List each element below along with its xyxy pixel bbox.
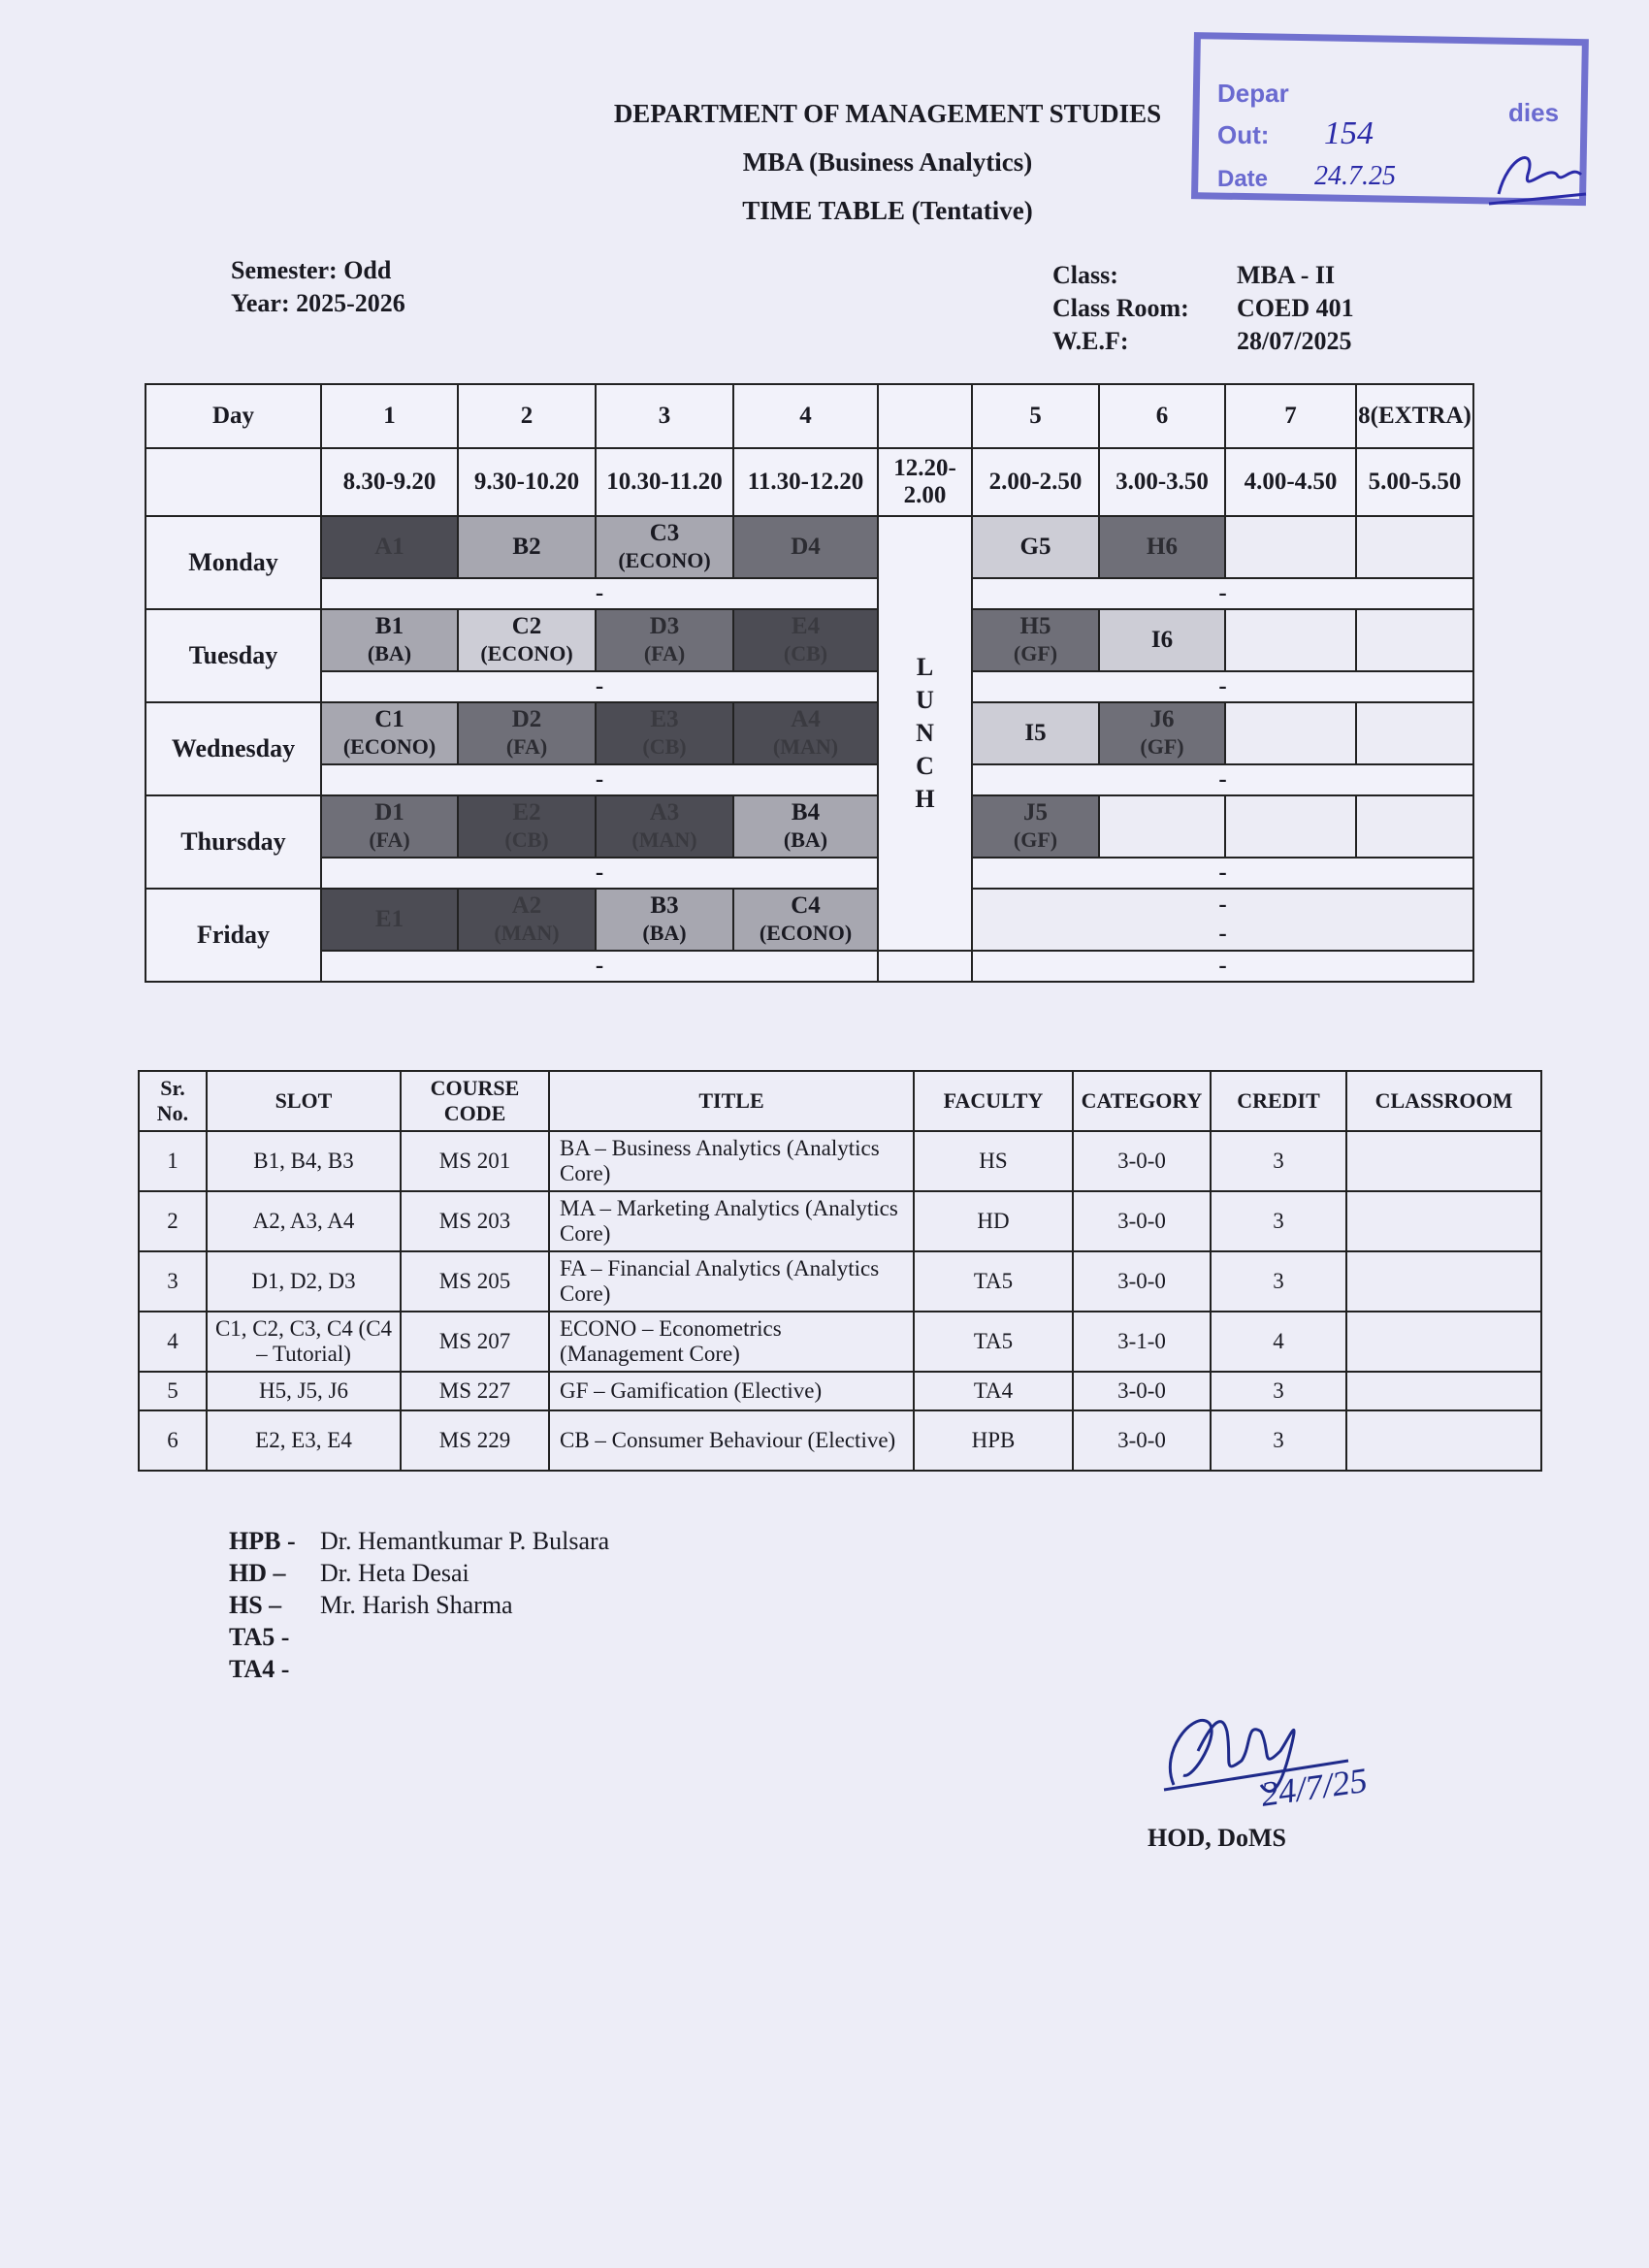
slot-cell (1099, 795, 1225, 858)
period-number: 7 (1225, 384, 1356, 448)
course-cell: TA4 (914, 1372, 1073, 1410)
slot-code: B3 (650, 892, 679, 919)
afternoon-dash: - (972, 764, 1473, 795)
day-row (146, 795, 1473, 858)
period-time: 3.00-3.50 (1099, 448, 1225, 516)
slot-code: H5 (1019, 613, 1051, 639)
slot-cell (972, 702, 1099, 764)
slot-code: D1 (374, 799, 404, 826)
slot-code: A1 (374, 534, 404, 560)
period-time: 10.30-11.20 (596, 448, 733, 516)
slot-code: J5 (1023, 799, 1048, 826)
slot-cell (596, 889, 733, 951)
lunch-letter: U (916, 686, 934, 714)
course-cell: 3-0-0 (1073, 1410, 1211, 1471)
slot-code: E1 (374, 906, 404, 932)
course-cell: 1 (139, 1131, 207, 1191)
faculty-code: TA4 - (229, 1655, 290, 1683)
slot-cell (596, 702, 733, 764)
course-cell: TA5 (914, 1312, 1073, 1372)
day-row (146, 609, 1473, 671)
day-subrow (146, 764, 1473, 795)
course-cell (1346, 1410, 1541, 1471)
slot-course: (MAN) (772, 734, 839, 759)
year: Year: 2025-2026 (231, 289, 405, 317)
course-cell: 3 (1211, 1131, 1346, 1191)
period-time: 8.30-9.20 (321, 448, 458, 516)
slot-course: (MAN) (494, 921, 560, 945)
course-table (138, 1070, 1542, 1472)
day-row (146, 516, 1473, 578)
slot-cell (321, 889, 458, 951)
dash: - (1218, 921, 1227, 947)
legend-item (229, 1557, 609, 1589)
course-row (139, 1131, 1541, 1191)
slot-code: I6 (1150, 627, 1174, 653)
period-number: 4 (733, 384, 878, 448)
slot-cell (458, 889, 596, 951)
slot-cell (972, 795, 1099, 858)
department-title: DEPARTMENT OF MANAGEMENT STUDIES (613, 99, 1162, 128)
slot-cell (458, 702, 596, 764)
day-row (146, 889, 1473, 951)
period-number: 6 (1099, 384, 1225, 448)
day-name: Monday (146, 516, 321, 609)
day-row (146, 702, 1473, 764)
course-cell: MS 201 (401, 1131, 549, 1191)
course-cell: HD (914, 1191, 1073, 1251)
signature-date: 24/7/25 (1258, 1760, 1370, 1814)
course-cell: D1, D2, D3 (207, 1251, 401, 1312)
timetable-grid (145, 383, 1474, 983)
slot-code: B4 (791, 799, 821, 826)
column-header: CATEGORY (1073, 1071, 1211, 1131)
morning-dash: - (321, 858, 878, 889)
slot-cell (972, 609, 1099, 671)
day-name: Friday (146, 889, 321, 982)
slot-code: A2 (511, 892, 542, 919)
period-time: 12.20-2.00 (878, 448, 972, 516)
course-cell (1346, 1312, 1541, 1372)
morning-dash: - (321, 578, 878, 609)
slot-cell (1225, 609, 1356, 671)
slot-course: (FA) (505, 734, 548, 759)
column-header: TITLE (549, 1071, 914, 1131)
program-title: MBA (Business Analytics) (742, 147, 1033, 177)
period-number: 1 (321, 384, 458, 448)
course-cell (1346, 1131, 1541, 1191)
slot-code: D3 (649, 613, 680, 639)
merged-afternoon (972, 889, 1473, 951)
slot-code: D4 (791, 534, 821, 560)
faculty-code: HPB - (229, 1527, 296, 1555)
column-header: CLASSROOM (1346, 1071, 1541, 1131)
slot-cell (458, 795, 596, 858)
course-cell: FA – Financial Analytics (Analytics Core) (549, 1251, 914, 1312)
period-time: 2.00-2.50 (972, 448, 1099, 516)
slot-cell (1356, 609, 1473, 671)
faculty-code: HD – (229, 1559, 286, 1587)
slot-course: (ECONO) (759, 921, 853, 945)
slot-course: (ECONO) (342, 734, 436, 759)
course-cell: H5, J5, J6 (207, 1372, 401, 1410)
day-header: Day (146, 384, 321, 448)
course-cell: 3 (1211, 1191, 1346, 1251)
period-number: 5 (972, 384, 1099, 448)
course-cell: TA5 (914, 1251, 1073, 1312)
afternoon-dash: - (972, 578, 1473, 609)
period-row (146, 384, 1473, 448)
slot-cell (733, 889, 878, 951)
class-info-labels (1052, 259, 1189, 358)
legend-item (229, 1525, 609, 1557)
room-label: Class Room: (1052, 294, 1189, 322)
period-time: 11.30-12.20 (733, 448, 878, 516)
course-cell: 3 (1211, 1372, 1346, 1410)
hod-signature (1154, 1693, 1416, 1819)
slot-code: J6 (1149, 706, 1175, 732)
document-title: TIME TABLE (Tentative) (742, 196, 1033, 225)
course-cell: BA – Business Analytics (Analytics Core) (549, 1131, 914, 1191)
course-cell: 4 (1211, 1312, 1346, 1372)
course-cell: 3-0-0 (1073, 1372, 1211, 1410)
course-cell: 3-1-0 (1073, 1312, 1211, 1372)
course-cell: MS 205 (401, 1251, 549, 1312)
course-row (139, 1191, 1541, 1251)
slot-code: D2 (511, 706, 542, 732)
afternoon-dash: - (972, 671, 1473, 702)
course-cell: 4 (139, 1312, 207, 1372)
faculty-legend (229, 1525, 609, 1685)
course-cell: MS 229 (401, 1410, 549, 1471)
slot-code: E2 (512, 799, 541, 826)
time-row (146, 448, 1473, 516)
course-cell: CB – Consumer Behaviour (Elective) (549, 1410, 914, 1471)
column-header: CREDIT (1211, 1071, 1346, 1131)
period-time: 5.00-5.50 (1356, 448, 1473, 516)
course-header-row (139, 1071, 1541, 1131)
period-number: 3 (596, 384, 733, 448)
column-header: FACULTY (914, 1071, 1073, 1131)
course-cell: 3-0-0 (1073, 1191, 1211, 1251)
faculty-name: Mr. Harish Sharma (320, 1591, 513, 1619)
room-value: COED 401 (1237, 294, 1354, 322)
course-row (139, 1312, 1541, 1372)
class-label: Class: (1052, 261, 1118, 289)
day-subrow (146, 858, 1473, 889)
stamp-out-label: Out: (1217, 120, 1270, 149)
slot-code: H6 (1147, 534, 1178, 560)
afternoon-dash: - (972, 951, 1473, 982)
slot-code: A4 (791, 706, 821, 732)
course-cell: MS 207 (401, 1312, 549, 1372)
stamp-dept: Depar (1217, 79, 1289, 108)
slot-cell (1099, 516, 1225, 578)
slot-cell (733, 609, 878, 671)
course-cell: 6 (139, 1410, 207, 1471)
morning-dash: - (321, 951, 878, 982)
course-cell: E2, E3, E4 (207, 1410, 401, 1471)
lunch-letter: N (916, 719, 934, 747)
course-cell: HPB (914, 1410, 1073, 1471)
slot-cell (321, 516, 458, 578)
class-value: MBA - II (1237, 261, 1336, 289)
slot-cell (733, 795, 878, 858)
day-subrow (146, 951, 1473, 982)
slot-code: C4 (791, 892, 821, 919)
lunch-letter: C (916, 752, 934, 780)
slot-code: E3 (650, 706, 679, 732)
period-number: 2 (458, 384, 596, 448)
day-subrow (146, 578, 1473, 609)
slot-course: (ECONO) (480, 641, 573, 665)
slot-code: A3 (649, 799, 680, 826)
semester: Semester: Odd (231, 256, 392, 284)
hod-title: HOD, DoMS (1148, 1824, 1286, 1852)
slot-course: (MAN) (631, 827, 697, 852)
course-cell (1346, 1251, 1541, 1312)
slot-cell (1225, 702, 1356, 764)
lunch-blank (878, 951, 972, 982)
day-name: Tuesday (146, 609, 321, 702)
stamp-out-number: 154 (1324, 115, 1374, 151)
slot-cell (458, 516, 596, 578)
day-name: Wednesday (146, 702, 321, 795)
slot-course: (CB) (504, 827, 549, 852)
stamp-dept-right: dies (1508, 98, 1560, 127)
wef-label: W.E.F: (1052, 327, 1129, 355)
course-cell: MS 227 (401, 1372, 549, 1410)
slot-code: B2 (512, 534, 541, 560)
morning-dash: - (321, 671, 878, 702)
slot-course: (ECONO) (618, 548, 711, 572)
column-header: Sr. No. (139, 1071, 207, 1131)
slot-cell (733, 702, 878, 764)
slot-cell (1356, 702, 1473, 764)
slot-cell (596, 795, 733, 858)
course-cell (1346, 1372, 1541, 1410)
course-cell: 3 (1211, 1251, 1346, 1312)
class-info-values (1237, 259, 1354, 358)
course-cell: GF – Gamification (Elective) (549, 1372, 914, 1410)
time-blank (146, 448, 321, 516)
course-cell: 3 (139, 1251, 207, 1312)
slot-code: I5 (1024, 720, 1047, 746)
course-cell: A2, A3, A4 (207, 1191, 401, 1251)
legend-item (229, 1621, 609, 1653)
period-number: 8(EXTRA) (1356, 384, 1473, 448)
day-subrow (146, 671, 1473, 702)
course-cell (1346, 1191, 1541, 1251)
course-row (139, 1410, 1541, 1471)
period-time: 9.30-10.20 (458, 448, 596, 516)
column-header: COURSE CODE (401, 1071, 549, 1131)
course-row (139, 1372, 1541, 1410)
lunch-cell (878, 516, 972, 951)
slot-course: (BA) (783, 827, 828, 852)
slot-course: (FA) (369, 827, 410, 852)
stamp-date-label: Date (1217, 166, 1269, 192)
slot-code: E4 (791, 613, 821, 639)
slot-cell (321, 702, 458, 764)
day-name: Thursday (146, 795, 321, 889)
slot-cell (733, 516, 878, 578)
semester-info (231, 254, 405, 320)
course-cell: 3-0-0 (1073, 1251, 1211, 1312)
lunch-letter: L (916, 653, 934, 681)
slot-course: (CB) (642, 734, 687, 759)
course-cell: B1, B4, B3 (207, 1131, 401, 1191)
course-cell: 5 (139, 1372, 207, 1410)
slot-code: C2 (511, 613, 542, 639)
slot-cell (972, 516, 1099, 578)
wef-value: 28/07/2025 (1237, 327, 1352, 355)
slot-cell (1099, 702, 1225, 764)
slot-course: (GF) (1013, 827, 1058, 852)
slot-cell (596, 609, 733, 671)
slot-cell (596, 516, 733, 578)
slot-cell (1099, 609, 1225, 671)
slot-code: G5 (1019, 534, 1051, 560)
faculty-name: Dr. Hemantkumar P. Bulsara (320, 1527, 610, 1555)
course-cell: HS (914, 1131, 1073, 1191)
course-row (139, 1251, 1541, 1312)
slot-cell (1356, 795, 1473, 858)
slot-course: (GF) (1140, 734, 1184, 759)
faculty-name: Dr. Heta Desai (320, 1559, 469, 1587)
period-number (878, 384, 972, 448)
legend-item (229, 1589, 609, 1621)
faculty-code: TA5 - (229, 1623, 290, 1651)
slot-code: B1 (374, 613, 404, 639)
lunch-letter: H (915, 785, 935, 813)
slot-course: (GF) (1013, 641, 1058, 665)
slot-course: (FA) (643, 641, 686, 665)
course-cell: C1, C2, C3, C4 (C4 – Tutorial) (207, 1312, 401, 1372)
course-cell: 2 (139, 1191, 207, 1251)
course-cell: 3-0-0 (1073, 1131, 1211, 1191)
slot-cell (1356, 516, 1473, 578)
faculty-code: HS – (229, 1591, 282, 1619)
legend-item (229, 1653, 609, 1685)
course-cell: MS 203 (401, 1191, 549, 1251)
period-time: 4.00-4.50 (1225, 448, 1356, 516)
slot-cell (1225, 516, 1356, 578)
morning-dash: - (321, 764, 878, 795)
dispatch-stamp (1188, 29, 1596, 218)
afternoon-dash: - (972, 858, 1473, 889)
slot-code: C1 (374, 706, 404, 732)
slot-cell (458, 609, 596, 671)
column-header: SLOT (207, 1071, 401, 1131)
slot-course: (BA) (367, 641, 412, 665)
slot-cell (321, 609, 458, 671)
slot-cell (1225, 795, 1356, 858)
course-cell: MA – Marketing Analytics (Analytics Core) (549, 1191, 914, 1251)
slot-code: C3 (649, 520, 680, 546)
course-cell: 3 (1211, 1410, 1346, 1471)
course-cell: ECONO – Econometrics (Management Core) (549, 1312, 914, 1372)
stamp-date-value: 24.7.25 (1314, 161, 1396, 191)
dash: - (1218, 891, 1227, 918)
slot-course: (BA) (642, 921, 687, 945)
slot-cell (321, 795, 458, 858)
slot-course: (CB) (783, 641, 828, 665)
